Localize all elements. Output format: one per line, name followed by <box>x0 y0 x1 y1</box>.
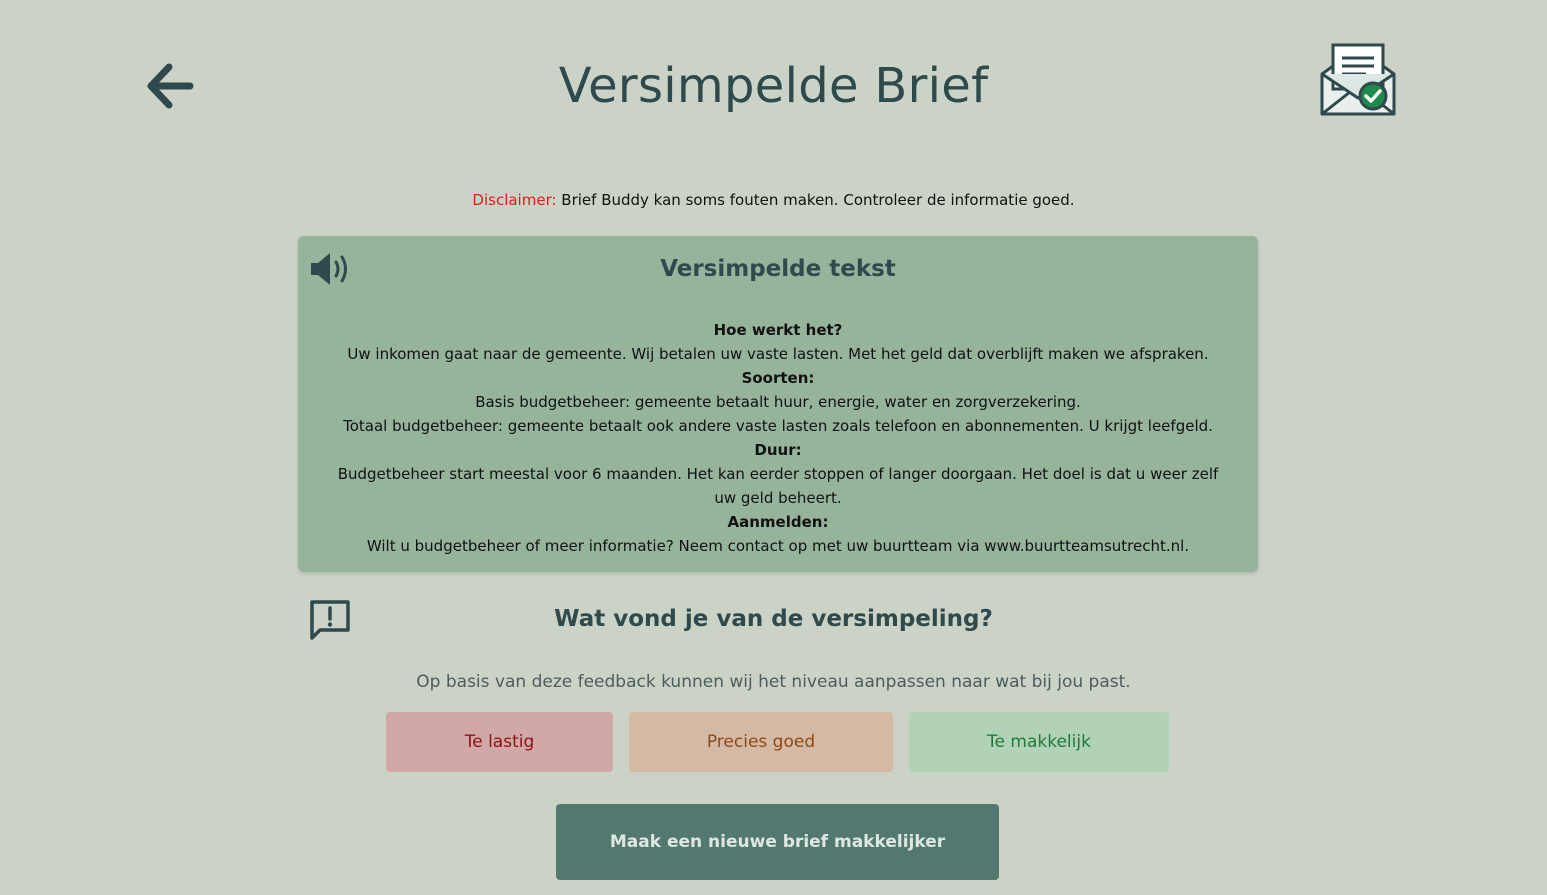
just-right-button[interactable]: Precies goed <box>629 712 893 772</box>
disclaimer-label: Disclaimer: <box>472 191 557 209</box>
section-heading: Aanmelden: <box>727 513 829 531</box>
section-line: Budgetbeheer start meestal voor 6 maanden. Het kan eerder stoppen of langer doorgaan. Het doel is dat u weer zelf uw geld beheert. <box>337 465 1219 507</box>
disclaimer-text: Brief Buddy kan soms fouten maken. Controleer de informatie goed. <box>556 191 1075 209</box>
simplified-text-body <box>332 318 1224 558</box>
section-line: Totaal budgetbeheer: gemeente betaalt ook andere vaste lasten zoals telefoon en abonnementen. U krijgt leefgeld. <box>343 417 1213 435</box>
feedback-subtitle: Op basis van deze feedback kunnen wij het niveau aanpassen naar wat bij jou past. <box>416 672 1131 692</box>
feedback-title: Wat vond je van de versimpeling? <box>554 606 993 632</box>
new-letter-button[interactable]: Maak een nieuwe brief makkelijker <box>556 804 999 880</box>
disclaimer <box>0 191 1547 209</box>
section-line: Wilt u budgetbeheer of meer informatie? Neem contact op met uw buurtteam via www.buurtteamsutrecht.nl. <box>366 537 1190 555</box>
page-title: Versimpelde Brief <box>558 58 989 114</box>
card-title: Versimpelde tekst <box>660 256 896 282</box>
section-line: Uw inkomen gaat naar de gemeente. Wij betalen uw vaste lasten. Met het geld dat overblijft maken we afspraken. <box>347 345 1209 363</box>
envelope-check-icon <box>1318 42 1398 118</box>
section-heading: Hoe werkt het? <box>713 321 843 339</box>
section-heading: Duur: <box>754 441 802 459</box>
simplified-text-card <box>298 236 1258 572</box>
too-hard-button[interactable]: Te lastig <box>386 712 613 772</box>
section-line: Basis budgetbeheer: gemeente betaalt huur, energie, water en zorgverzekering. <box>475 393 1081 411</box>
section-heading: Soorten: <box>741 369 815 387</box>
too-easy-button[interactable]: Te makkelijk <box>909 712 1169 772</box>
